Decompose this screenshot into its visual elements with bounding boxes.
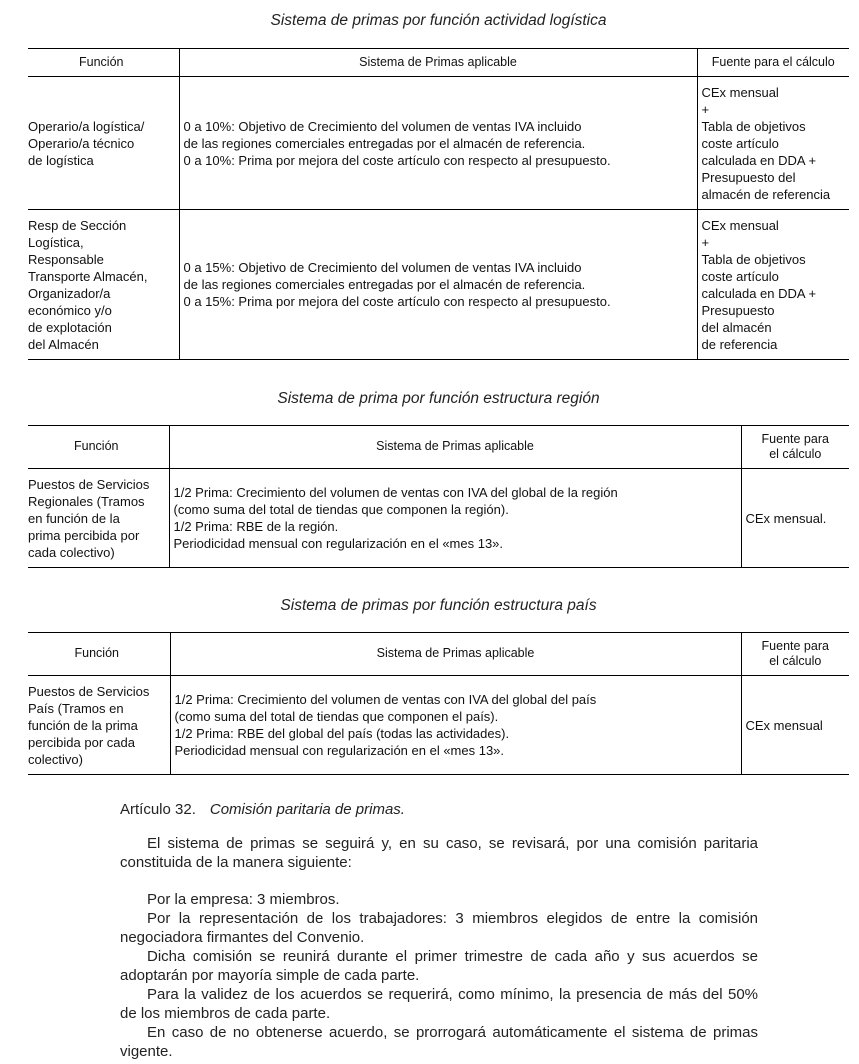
cell-sistema: 0 a 10%: Objetivo de Crecimiento del volumen de ventas IVA incluido de las regiones comerciales entregadas por el almacén de referencia. 0 a 10%: Prima por mejora del coste artículo con respecto al presupuesto. (179, 77, 697, 210)
header-fuente: Fuente para el cálculo (697, 49, 849, 77)
table-row (28, 210, 849, 360)
cell-fuente: CEx mensual + Tabla de objetivos coste artículo calculada en DDA + Presupuesto del almacén de referencia (697, 77, 849, 210)
header-fuente: Fuente para el cálculo (741, 426, 849, 469)
table-pais (28, 632, 849, 775)
cell-funcion: Puestos de Servicios Regionales (Tramos en función de la prima percibida por cada colectivo) (28, 469, 169, 568)
table-region (28, 425, 849, 568)
article-paragraph: En caso de no obtenerse acuerdo, se prorrogará automáticamente el sistema de primas vigente. (120, 1024, 758, 1060)
cell-sistema: 1/2 Prima: Crecimiento del volumen de ventas con IVA del global del país (como suma del total de tiendas que componen el país). 1/2 Prima: RBE del global del país (todas las actividades). Periodicidad mensual con regularización en el «mes 13». (170, 676, 741, 775)
table-header-row (28, 633, 849, 676)
table-caption-pais: Sistema de primas por función estructura país (280, 597, 597, 614)
table-caption-logistica: Sistema de primas por función actividad logística (270, 12, 607, 29)
table-row (28, 77, 849, 210)
table-logistica (28, 48, 849, 360)
header-fuente: Fuente para el cálculo (741, 633, 849, 676)
table-row (28, 676, 849, 775)
header-funcion: Función (28, 49, 179, 77)
article-paragraph: Para la validez de los acuerdos se requerirá, como mínimo, la presencia de más del 50% de los miembros de cada parte. (120, 986, 758, 1022)
table-header-row (28, 426, 849, 469)
article-paragraph: Por la representación de los trabajadores: 3 miembros elegidos de entre la comisión negociadora firmantes del Convenio. (120, 910, 758, 946)
article-number: Artículo 32. (120, 801, 196, 818)
cell-sistema: 1/2 Prima: Crecimiento del volumen de ventas con IVA del global de la región (como suma del total de tiendas que componen la región). 1/2 Prima: RBE de la región. Periodicidad mensual con regularización en el «mes 13». (169, 469, 741, 568)
header-sistema: Sistema de Primas aplicable (169, 426, 741, 469)
article-title: Comisión paritaria de primas. (209, 801, 405, 818)
cell-sistema: 0 a 15%: Objetivo de Crecimiento del volumen de ventas IVA incluido de las regiones comerciales entregadas por el almacén de referencia. 0 a 15%: Prima por mejora del coste artículo con respecto al presupuesto. (179, 210, 697, 360)
cell-fuente: CEx mensual (741, 676, 849, 775)
cell-funcion: Resp de Sección Logística, Responsable Transporte Almacén, Organizador/a económico y/o de explotación del Almacén (28, 210, 179, 360)
cell-fuente: CEx mensual. (741, 469, 849, 568)
article-heading (120, 800, 758, 819)
header-funcion: Función (28, 633, 170, 676)
table-header-row (28, 49, 849, 77)
article-paragraph: Dicha comisión se reunirá durante el primer trimestre de cada año y sus acuerdos se adoptarán por mayoría simple de cada parte. (120, 948, 758, 984)
cell-funcion: Operario/a logística/ Operario/a técnico de logística (28, 77, 179, 210)
header-funcion: Función (28, 426, 169, 469)
cell-fuente: CEx mensual + Tabla de objetivos coste artículo calculada en DDA + Presupuesto del almacén de referencia (697, 210, 849, 360)
table-caption-region: Sistema de prima por función estructura región (277, 390, 600, 407)
article-paragraph: Por la empresa: 3 miembros. (147, 891, 340, 908)
cell-funcion: Puestos de Servicios País (Tramos en función de la prima percibida por cada colectivo) (28, 676, 170, 775)
table-row (28, 469, 849, 568)
article-paragraph: El sistema de primas se seguirá y, en su caso, se revisará, por una comisión paritaria constituida de la manera siguiente: (120, 835, 758, 871)
header-sistema: Sistema de Primas aplicable (179, 49, 697, 77)
article-body (120, 834, 758, 1061)
header-sistema: Sistema de Primas aplicable (170, 633, 741, 676)
